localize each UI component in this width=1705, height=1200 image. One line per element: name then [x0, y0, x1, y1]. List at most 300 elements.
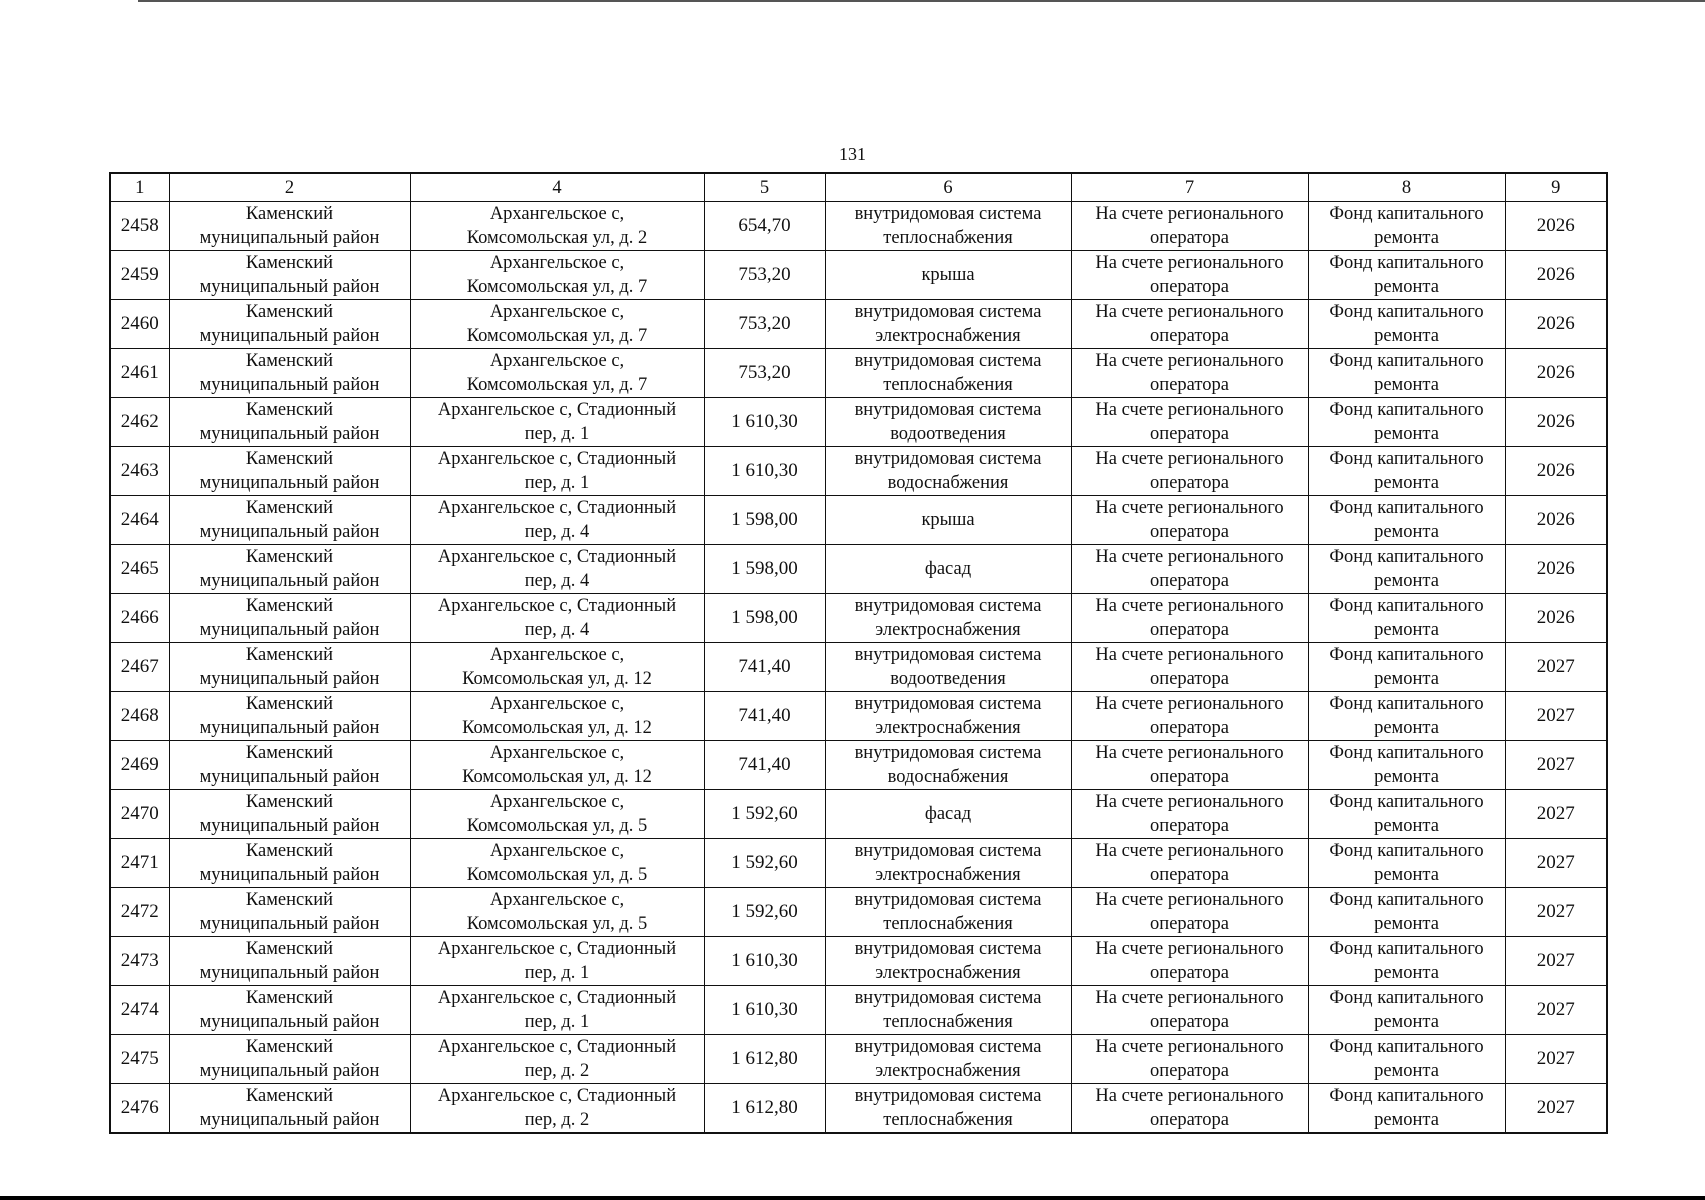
- table-row: [110, 1035, 1607, 1084]
- area-cell: 1 592,60: [704, 888, 825, 937]
- account-line: На счете регионального: [1095, 1037, 1284, 1057]
- area-cell: 741,40: [704, 692, 825, 741]
- funding-source-cell: [1308, 251, 1505, 300]
- area-cell: 1 612,80: [704, 1035, 825, 1084]
- district-line: Каменский: [245, 988, 334, 1008]
- element-line: теплоснабжения: [883, 375, 1013, 395]
- district-line: Каменский: [245, 498, 334, 518]
- district-cell: [169, 888, 410, 937]
- account-line: На счете регионального: [1095, 645, 1284, 665]
- source-line: Фонд капитального: [1329, 1086, 1484, 1106]
- element-line: внутридомовая система: [854, 400, 1042, 420]
- table-row: [110, 937, 1607, 986]
- table-row: [110, 692, 1607, 741]
- district-line: Каменский: [245, 400, 334, 420]
- element-line: внутридомовая система: [854, 1037, 1042, 1057]
- row-number-cell: 2459: [110, 251, 169, 300]
- district-line: муниципальный район: [199, 865, 380, 885]
- element-line: внутридомовая система: [854, 449, 1042, 469]
- account-line: оператора: [1150, 424, 1229, 444]
- table-row: [110, 643, 1607, 692]
- district-cell: [169, 1035, 410, 1084]
- funding-source-cell: [1308, 349, 1505, 398]
- address-cell: [410, 986, 704, 1035]
- address-line: Архангельское с,: [489, 792, 625, 812]
- source-line: Фонд капитального: [1329, 204, 1484, 224]
- funding-source-cell: [1308, 937, 1505, 986]
- element-line: внутридомовая система: [854, 988, 1042, 1008]
- address-line: Архангельское с,: [489, 694, 625, 714]
- account-line: На счете регионального: [1095, 694, 1284, 714]
- element-line: внутридомовая система: [854, 841, 1042, 861]
- address-line: пер, д. 1: [524, 424, 590, 444]
- address-line: пер, д. 4: [524, 522, 590, 542]
- table-row: [110, 251, 1607, 300]
- address-line: пер, д. 4: [524, 620, 590, 640]
- element-line: электроснабжения: [875, 963, 1021, 983]
- district-line: муниципальный район: [199, 522, 380, 542]
- structural-element-cell: [825, 692, 1071, 741]
- district-line: Каменский: [245, 939, 334, 959]
- element-line: электроснабжения: [875, 1061, 1021, 1081]
- area-cell: 1 592,60: [704, 790, 825, 839]
- table-header: [110, 173, 1607, 202]
- row-number-cell: 2464: [110, 496, 169, 545]
- account-line: оператора: [1150, 767, 1229, 787]
- row-number-cell: 2471: [110, 839, 169, 888]
- element-line: внутридомовая система: [854, 302, 1042, 322]
- source-line: Фонд капитального: [1329, 498, 1484, 518]
- header-cell-col-4: 4: [410, 173, 704, 202]
- account-line: оператора: [1150, 1110, 1229, 1130]
- address-line: Архангельское с,: [489, 253, 625, 273]
- source-line: Фонд капитального: [1329, 302, 1484, 322]
- address-line: Архангельское с, Стадионный: [437, 547, 677, 567]
- area-cell: 1 610,30: [704, 986, 825, 1035]
- address-line: Комсомольская ул, д. 5: [466, 914, 648, 934]
- address-cell: [410, 594, 704, 643]
- address-line: Архангельское с,: [489, 890, 625, 910]
- source-line: Фонд капитального: [1329, 743, 1484, 763]
- source-line: ремонта: [1374, 228, 1439, 248]
- funding-source-cell: [1308, 888, 1505, 937]
- area-cell: 753,20: [704, 300, 825, 349]
- row-number-cell: 2465: [110, 545, 169, 594]
- structural-element-cell: [825, 594, 1071, 643]
- account-line: оператора: [1150, 865, 1229, 885]
- district-line: Каменский: [245, 645, 334, 665]
- district-line: муниципальный район: [199, 1061, 380, 1081]
- funding-source-cell: [1308, 986, 1505, 1035]
- district-line: Каменский: [245, 890, 334, 910]
- structural-element-cell: [825, 447, 1071, 496]
- account-line: оператора: [1150, 1012, 1229, 1032]
- district-cell: [169, 545, 410, 594]
- account-cell: [1071, 202, 1308, 251]
- district-line: Каменский: [245, 302, 334, 322]
- element-line: внутридомовая система: [854, 1086, 1042, 1106]
- account-cell: [1071, 790, 1308, 839]
- account-line: На счете регионального: [1095, 400, 1284, 420]
- address-line: Архангельское с,: [489, 204, 625, 224]
- table-row: [110, 545, 1607, 594]
- year-cell: 2026: [1505, 251, 1607, 300]
- source-line: Фонд капитального: [1329, 547, 1484, 567]
- address-line: Комсомольская ул, д. 12: [462, 767, 652, 787]
- account-line: оператора: [1150, 816, 1229, 836]
- table-row: [110, 349, 1607, 398]
- structural-element-cell: [825, 643, 1071, 692]
- source-line: ремонта: [1374, 571, 1439, 591]
- source-line: Фонд капитального: [1329, 939, 1484, 959]
- address-line: Архангельское с,: [489, 351, 625, 371]
- source-line: ремонта: [1374, 767, 1439, 787]
- address-line: пер, д. 4: [524, 571, 590, 591]
- account-line: оператора: [1150, 375, 1229, 395]
- address-cell: [410, 496, 704, 545]
- table-row: [110, 594, 1607, 643]
- element-line: электроснабжения: [875, 326, 1021, 346]
- area-cell: 1 598,00: [704, 594, 825, 643]
- address-cell: [410, 937, 704, 986]
- row-number-cell: 2472: [110, 888, 169, 937]
- header-cell-col-2: 2: [169, 173, 410, 202]
- bottom-scan-rule: [0, 1196, 1705, 1200]
- table-row: [110, 496, 1607, 545]
- district-line: Каменский: [245, 596, 334, 616]
- district-line: муниципальный район: [199, 1110, 380, 1130]
- district-line: муниципальный район: [199, 767, 380, 787]
- funding-source-cell: [1308, 692, 1505, 741]
- district-cell: [169, 202, 410, 251]
- address-line: Комсомольская ул, д. 7: [466, 277, 648, 297]
- account-line: оператора: [1150, 522, 1229, 542]
- table-row: [110, 447, 1607, 496]
- element-line: теплоснабжения: [883, 1110, 1013, 1130]
- top-scan-rule: [138, 0, 1705, 2]
- element-line: внутридомовая система: [854, 694, 1042, 714]
- source-line: Фонд капитального: [1329, 645, 1484, 665]
- structural-element-cell: [825, 349, 1071, 398]
- table-row: [110, 1084, 1607, 1134]
- funding-source-cell: [1308, 839, 1505, 888]
- address-line: Архангельское с, Стадионный: [437, 498, 677, 518]
- address-cell: [410, 398, 704, 447]
- address-cell: [410, 1084, 704, 1134]
- source-line: ремонта: [1374, 277, 1439, 297]
- address-line: Комсомольская ул, д. 7: [466, 375, 648, 395]
- source-line: Фонд капитального: [1329, 694, 1484, 714]
- row-number-cell: 2461: [110, 349, 169, 398]
- account-line: На счете регионального: [1095, 988, 1284, 1008]
- row-number-cell: 2463: [110, 447, 169, 496]
- account-line: На счете регионального: [1095, 743, 1284, 763]
- year-cell: 2026: [1505, 594, 1607, 643]
- account-line: оператора: [1150, 277, 1229, 297]
- district-cell: [169, 594, 410, 643]
- structural-element-cell: [825, 741, 1071, 790]
- address-line: Архангельское с, Стадионный: [437, 988, 677, 1008]
- structural-element-cell: [825, 1035, 1071, 1084]
- account-line: На счете регионального: [1095, 792, 1284, 812]
- address-line: Архангельское с, Стадионный: [437, 1037, 677, 1057]
- address-cell: [410, 839, 704, 888]
- element-line: крыша: [921, 265, 975, 285]
- funding-source-cell: [1308, 202, 1505, 251]
- account-cell: [1071, 643, 1308, 692]
- district-cell: [169, 447, 410, 496]
- funding-source-cell: [1308, 398, 1505, 447]
- account-cell: [1071, 545, 1308, 594]
- structural-element-cell: [825, 986, 1071, 1035]
- year-cell: 2027: [1505, 643, 1607, 692]
- year-cell: 2026: [1505, 398, 1607, 447]
- year-cell: 2027: [1505, 692, 1607, 741]
- account-line: На счете регионального: [1095, 302, 1284, 322]
- address-line: Архангельское с, Стадионный: [437, 596, 677, 616]
- district-line: Каменский: [245, 841, 334, 861]
- element-line: электроснабжения: [875, 718, 1021, 738]
- funding-source-cell: [1308, 1084, 1505, 1134]
- address-line: Комсомольская ул, д. 12: [462, 718, 652, 738]
- source-line: ремонта: [1374, 963, 1439, 983]
- source-line: Фонд капитального: [1329, 449, 1484, 469]
- element-line: внутридомовая система: [854, 890, 1042, 910]
- area-cell: 654,70: [704, 202, 825, 251]
- element-line: внутридомовая система: [854, 645, 1042, 665]
- structural-element-cell: [825, 839, 1071, 888]
- district-line: Каменский: [245, 743, 334, 763]
- account-cell: [1071, 496, 1308, 545]
- area-cell: 1 598,00: [704, 496, 825, 545]
- year-cell: 2027: [1505, 986, 1607, 1035]
- source-line: ремонта: [1374, 1110, 1439, 1130]
- district-line: муниципальный район: [199, 326, 380, 346]
- source-line: ремонта: [1374, 1061, 1439, 1081]
- source-line: ремонта: [1374, 914, 1439, 934]
- address-cell: [410, 692, 704, 741]
- source-line: ремонта: [1374, 375, 1439, 395]
- area-cell: 1 612,80: [704, 1084, 825, 1134]
- account-line: На счете регионального: [1095, 547, 1284, 567]
- table-row: [110, 398, 1607, 447]
- address-line: пер, д. 1: [524, 963, 590, 983]
- area-cell: 741,40: [704, 643, 825, 692]
- row-number-cell: 2470: [110, 790, 169, 839]
- source-line: ремонта: [1374, 1012, 1439, 1032]
- structural-element-cell: [825, 937, 1071, 986]
- address-line: пер, д. 1: [524, 1012, 590, 1032]
- district-line: муниципальный район: [199, 1012, 380, 1032]
- account-line: оператора: [1150, 473, 1229, 493]
- account-cell: [1071, 398, 1308, 447]
- year-cell: 2026: [1505, 545, 1607, 594]
- row-number-cell: 2460: [110, 300, 169, 349]
- account-cell: [1071, 251, 1308, 300]
- account-cell: [1071, 594, 1308, 643]
- funding-source-cell: [1308, 643, 1505, 692]
- account-line: На счете регионального: [1095, 596, 1284, 616]
- account-line: оператора: [1150, 228, 1229, 248]
- element-line: внутридомовая система: [854, 939, 1042, 959]
- area-cell: 1 598,00: [704, 545, 825, 594]
- header-cell-col-8: 8: [1308, 173, 1505, 202]
- address-line: пер, д. 2: [524, 1061, 590, 1081]
- account-line: оператора: [1150, 669, 1229, 689]
- source-line: ремонта: [1374, 620, 1439, 640]
- source-line: ремонта: [1374, 865, 1439, 885]
- source-line: ремонта: [1374, 326, 1439, 346]
- structural-element-cell: [825, 496, 1071, 545]
- address-cell: [410, 349, 704, 398]
- structural-element-cell: [825, 202, 1071, 251]
- source-line: Фонд капитального: [1329, 1037, 1484, 1057]
- element-line: внутридомовая система: [854, 351, 1042, 371]
- header-cell-col-7: 7: [1071, 173, 1308, 202]
- source-line: ремонта: [1374, 522, 1439, 542]
- year-cell: 2026: [1505, 349, 1607, 398]
- district-line: муниципальный район: [199, 669, 380, 689]
- element-line: водоснабжения: [887, 473, 1009, 493]
- funding-source-cell: [1308, 496, 1505, 545]
- area-cell: 1 610,30: [704, 447, 825, 496]
- row-number-cell: 2458: [110, 202, 169, 251]
- account-line: оператора: [1150, 326, 1229, 346]
- funding-source-cell: [1308, 741, 1505, 790]
- year-cell: 2026: [1505, 300, 1607, 349]
- source-line: Фонд капитального: [1329, 400, 1484, 420]
- address-cell: [410, 643, 704, 692]
- account-line: На счете регионального: [1095, 890, 1284, 910]
- address-line: Архангельское с, Стадионный: [437, 449, 677, 469]
- account-line: На счете регионального: [1095, 253, 1284, 273]
- source-line: Фонд капитального: [1329, 988, 1484, 1008]
- year-cell: 2027: [1505, 937, 1607, 986]
- source-line: Фонд капитального: [1329, 253, 1484, 273]
- account-line: На счете регионального: [1095, 449, 1284, 469]
- address-line: Комсомольская ул, д. 5: [466, 816, 648, 836]
- address-cell: [410, 447, 704, 496]
- funding-source-cell: [1308, 790, 1505, 839]
- table-row: [110, 839, 1607, 888]
- district-line: муниципальный район: [199, 914, 380, 934]
- account-line: На счете регионального: [1095, 1086, 1284, 1106]
- header-cell-col-1: 1: [110, 173, 169, 202]
- district-cell: [169, 741, 410, 790]
- address-line: Комсомольская ул, д. 12: [462, 669, 652, 689]
- page-number: 131: [839, 144, 866, 164]
- district-line: муниципальный район: [199, 473, 380, 493]
- repair-schedule-table: [109, 172, 1608, 1134]
- funding-source-cell: [1308, 594, 1505, 643]
- element-line: теплоснабжения: [883, 1012, 1013, 1032]
- account-cell: [1071, 888, 1308, 937]
- element-line: внутридомовая система: [854, 743, 1042, 763]
- source-line: ремонта: [1374, 473, 1439, 493]
- account-line: оператора: [1150, 1061, 1229, 1081]
- structural-element-cell: [825, 300, 1071, 349]
- district-cell: [169, 839, 410, 888]
- district-cell: [169, 349, 410, 398]
- address-line: Архангельское с,: [489, 302, 625, 322]
- district-line: Каменский: [245, 204, 334, 224]
- district-line: муниципальный район: [199, 424, 380, 444]
- source-line: Фонд капитального: [1329, 890, 1484, 910]
- area-cell: 753,20: [704, 251, 825, 300]
- address-line: пер, д. 2: [524, 1110, 590, 1130]
- account-cell: [1071, 300, 1308, 349]
- address-cell: [410, 790, 704, 839]
- district-line: Каменский: [245, 1037, 334, 1057]
- district-line: Каменский: [245, 547, 334, 567]
- source-line: ремонта: [1374, 424, 1439, 444]
- account-cell: [1071, 1084, 1308, 1134]
- area-cell: 741,40: [704, 741, 825, 790]
- account-line: оператора: [1150, 620, 1229, 640]
- district-cell: [169, 790, 410, 839]
- area-cell: 1 610,30: [704, 937, 825, 986]
- header-cell-col-6: 6: [825, 173, 1071, 202]
- account-line: На счете регионального: [1095, 351, 1284, 371]
- area-cell: 1 610,30: [704, 398, 825, 447]
- table-row: [110, 741, 1607, 790]
- address-line: пер, д. 1: [524, 473, 590, 493]
- district-line: муниципальный район: [199, 375, 380, 395]
- element-line: электроснабжения: [875, 865, 1021, 885]
- district-line: муниципальный район: [199, 620, 380, 640]
- source-line: Фонд капитального: [1329, 792, 1484, 812]
- row-number-cell: 2476: [110, 1084, 169, 1134]
- district-cell: [169, 251, 410, 300]
- year-cell: 2026: [1505, 202, 1607, 251]
- year-cell: 2027: [1505, 741, 1607, 790]
- account-line: На счете регионального: [1095, 939, 1284, 959]
- address-line: Комсомольская ул, д. 2: [466, 228, 648, 248]
- account-cell: [1071, 839, 1308, 888]
- structural-element-cell: [825, 888, 1071, 937]
- area-cell: 1 592,60: [704, 839, 825, 888]
- table-row: [110, 986, 1607, 1035]
- district-line: Каменский: [245, 694, 334, 714]
- district-line: Каменский: [245, 253, 334, 273]
- source-line: ремонта: [1374, 669, 1439, 689]
- account-cell: [1071, 937, 1308, 986]
- district-line: Каменский: [245, 449, 334, 469]
- district-cell: [169, 692, 410, 741]
- address-line: Архангельское с, Стадионный: [437, 400, 677, 420]
- table-row: [110, 300, 1607, 349]
- row-number-cell: 2466: [110, 594, 169, 643]
- district-line: муниципальный район: [199, 277, 380, 297]
- source-line: Фонд капитального: [1329, 596, 1484, 616]
- account-line: оператора: [1150, 571, 1229, 591]
- structural-element-cell: [825, 1084, 1071, 1134]
- account-cell: [1071, 1035, 1308, 1084]
- year-cell: 2027: [1505, 790, 1607, 839]
- account-cell: [1071, 986, 1308, 1035]
- year-cell: 2026: [1505, 447, 1607, 496]
- table-row: [110, 202, 1607, 251]
- address-line: Архангельское с,: [489, 743, 625, 763]
- header-row: [110, 173, 1607, 202]
- structural-element-cell: [825, 790, 1071, 839]
- element-line: теплоснабжения: [883, 914, 1013, 934]
- table-body: [110, 202, 1607, 1134]
- element-line: теплоснабжения: [883, 228, 1013, 248]
- address-line: Комсомольская ул, д. 5: [466, 865, 648, 885]
- district-line: муниципальный район: [199, 718, 380, 738]
- element-line: внутридомовая система: [854, 204, 1042, 224]
